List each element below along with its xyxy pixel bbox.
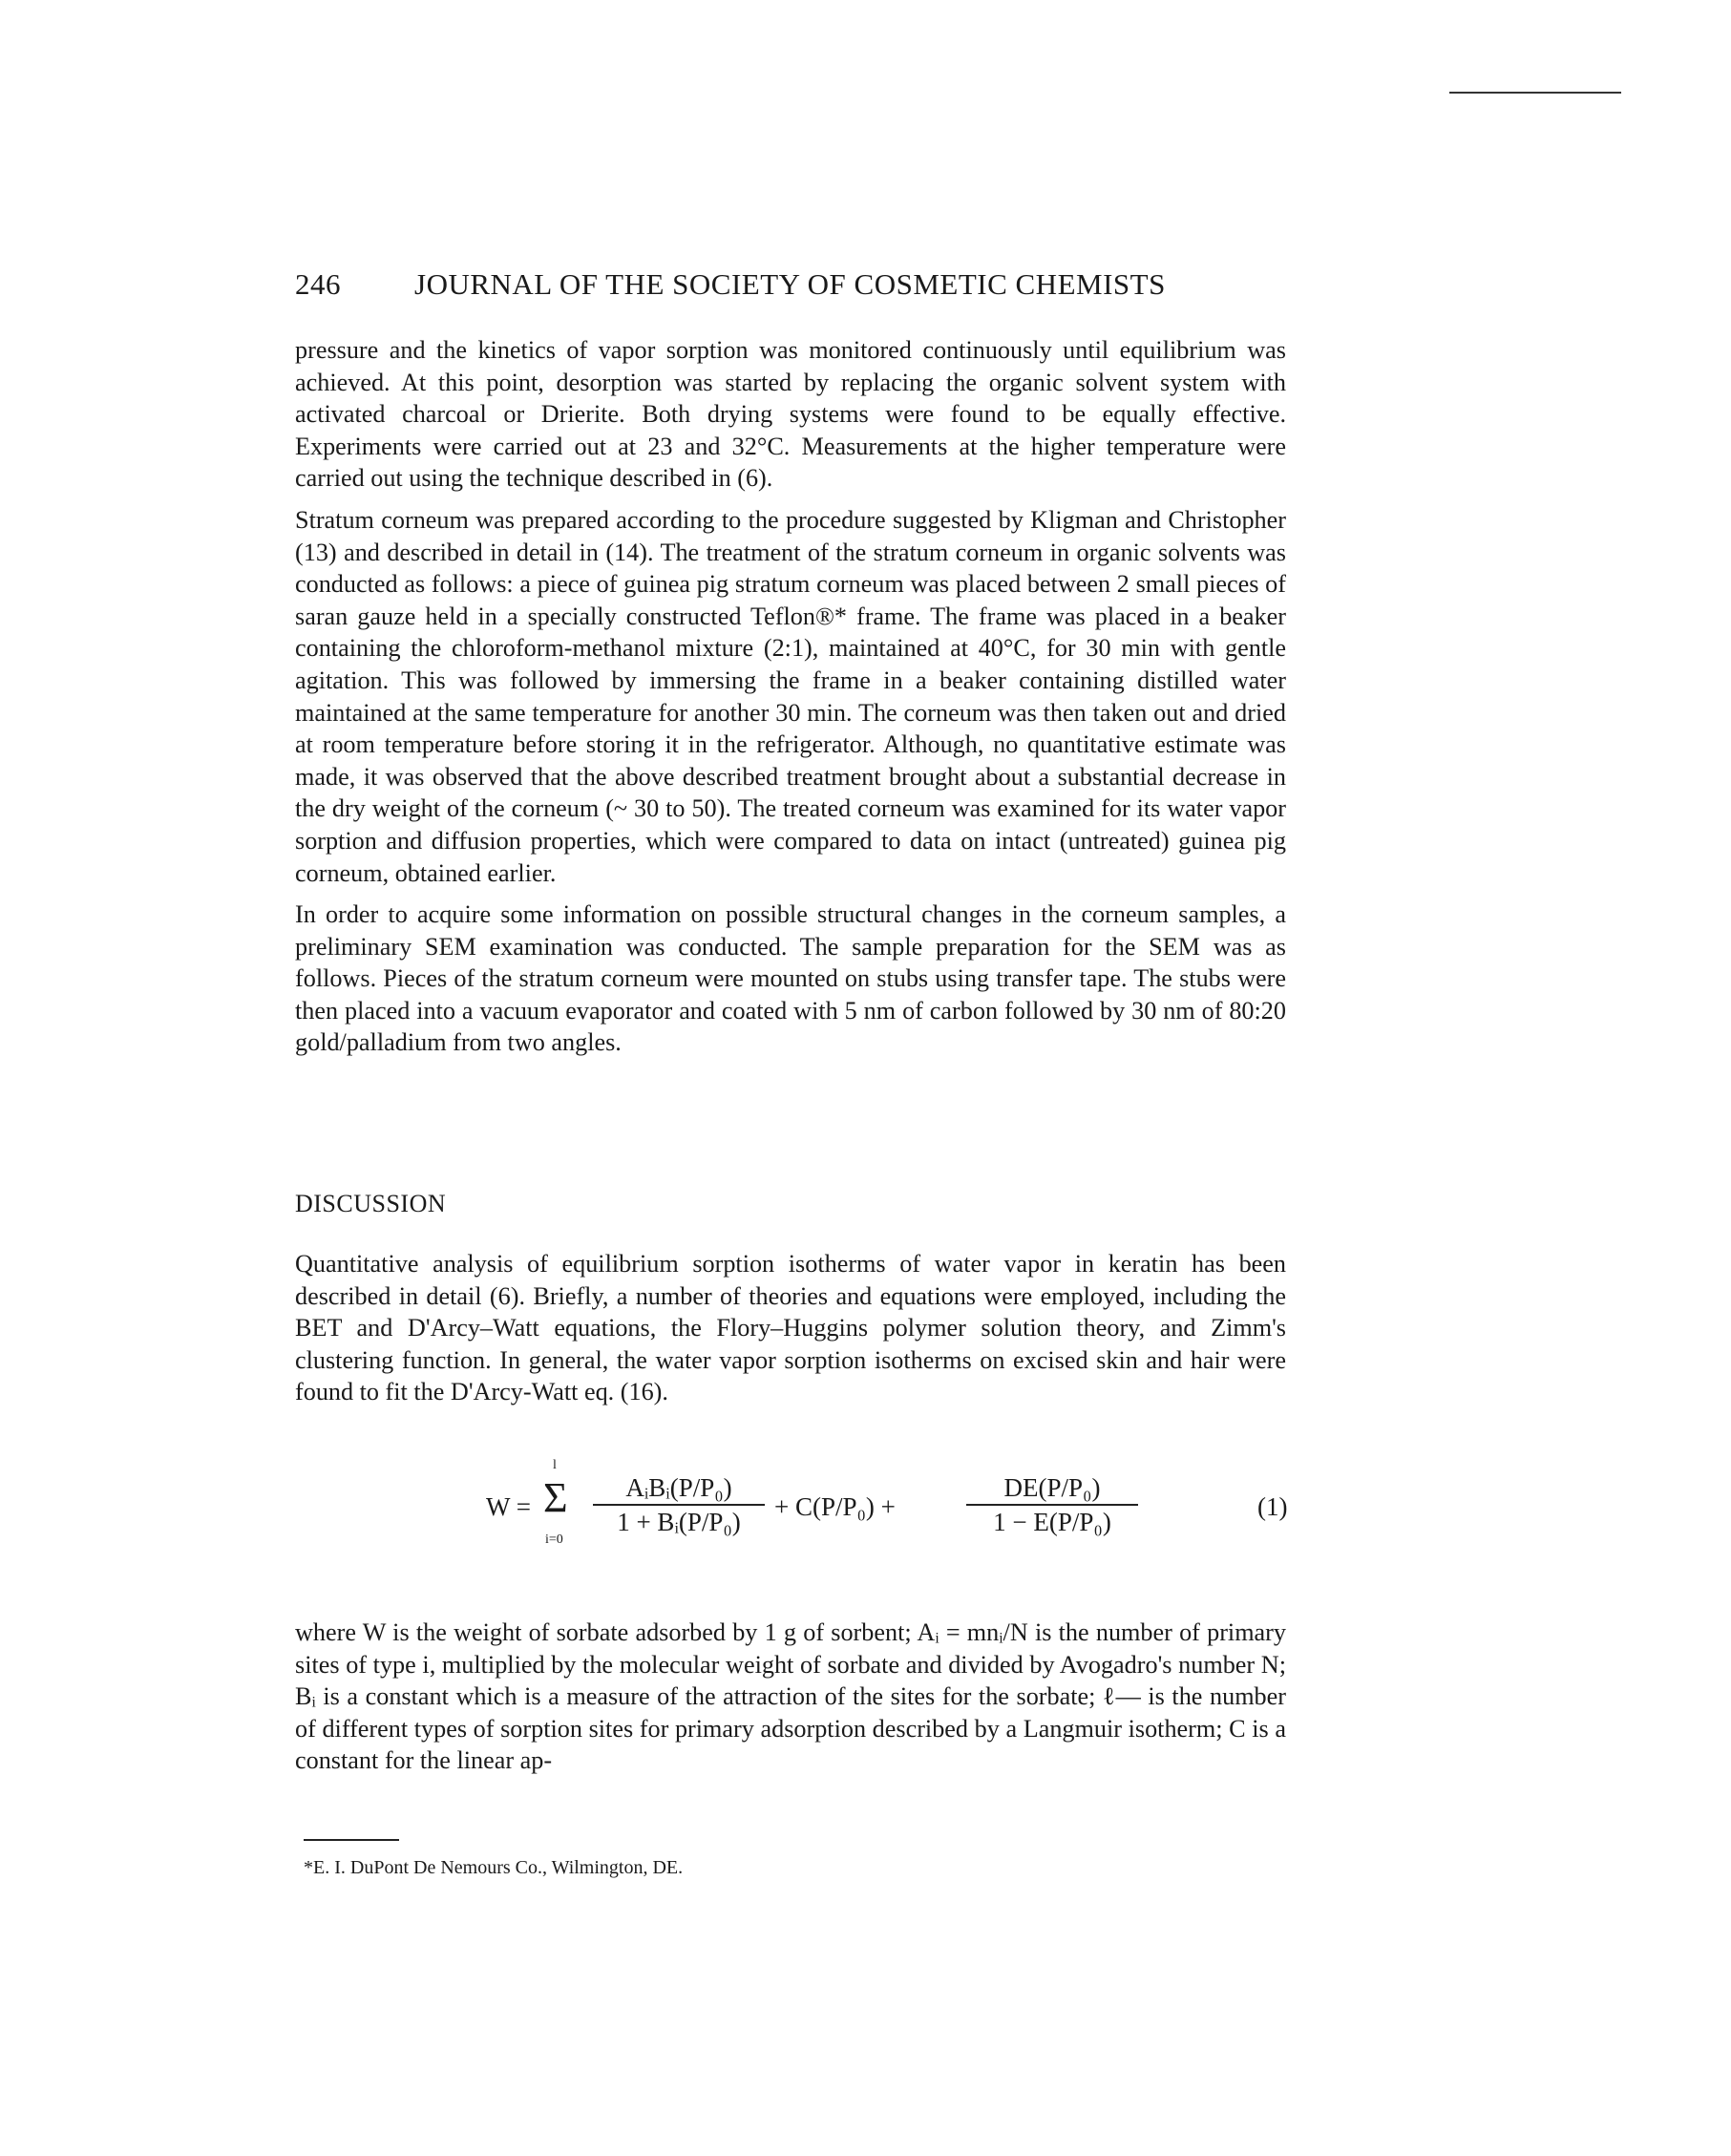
paragraph-discussion: Quantitative analysis of equilibrium sorption isotherms of water vapor in keratin has been described in detail (6). Briefly, a number of theories and equations were employed, including the BET and D'Arcy–Watt equations, the Flory–Huggins polymer solution theory, and Zimm's clustering function. In general, the water vapor sorption isotherms on excised skin and hair were found to fit the D'Arcy-Watt eq. (16). bbox=[295, 1250, 1286, 1406]
variables-text bbox=[295, 1617, 1286, 1786]
summation-symbol: Σ bbox=[543, 1474, 568, 1521]
equation-middle-term: + C(P/P₀) + bbox=[774, 1492, 896, 1521]
fraction-langmuir-denominator: 1 + Bᵢ(P/P₀) bbox=[617, 1508, 741, 1536]
methods-text bbox=[295, 334, 1286, 1068]
paragraph-variables: where W is the weight of sorbate adsorbed by 1 g of sorbent; Aᵢ = mnᵢ/N is the number of primary sites of type i, multiplied by the molecular weight of sorbate and divided by Avogadro's number N; Bᵢ is a constant which is a measure of the attraction of the sites for the sorbate; ℓ— is the number of different types of sorption sites for primary adsorption described by a Langmuir isotherm; C is a constant for the linear ap- bbox=[295, 1618, 1286, 1775]
footnote-rule bbox=[304, 1839, 399, 1841]
equation-number: (1) bbox=[1257, 1492, 1288, 1521]
fraction-multilayer bbox=[966, 1471, 1138, 1538]
page-header bbox=[295, 267, 1166, 302]
equation-darcy-watt bbox=[295, 1456, 1286, 1561]
fraction-langmuir bbox=[593, 1471, 765, 1538]
paragraph-sem: In order to acquire some information on possible structural changes in the corneum samples, a preliminary SEM examination was conducted. The sample preparation for the SEM was as follows. Pieces of the stratum corneum were mounted on stubs using transfer tape. The stubs were then placed into a vacuum evaporator and coated with 5 nm of carbon followed by 30 nm of 80:20 gold/palladium from two angles. bbox=[295, 900, 1286, 1057]
sum-lower-limit: i=0 bbox=[545, 1532, 563, 1547]
equation-lhs: W = bbox=[486, 1492, 531, 1521]
paragraph-stratum-corneum: Stratum corneum was prepared according to the procedure suggested by Kligman and Christopher (13) and described in detail in (14). The treatment of the stratum corneum in organic solvents was conducted as follows: a piece of guinea pig stratum corneum was placed between 2 small pieces of saran gauze held in a specially constructed Teflon®* frame. The frame was placed in a beaker containing the chloroform-methanol mixture (2:1), maintained at 40°C, for 30 min with gentle agitation. This was followed by immersing the frame in a beaker containing distilled water maintained at the same temperature for another 30 min. The corneum was then taken out and dried at room temperature before storing it in the refrigerator. Although, no quantitative estimate was made, it was observed that the above described treatment brought about a substantial decrease in the dry weight of the corneum (~ 30 to 50). The treated corneum was examined for its water vapor sorption and diffusion properties, which were compared to data on intact (untreated) guinea pig corneum, obtained earlier. bbox=[295, 505, 1286, 887]
fraction-multilayer-denominator: 1 − E(P/P₀) bbox=[993, 1508, 1111, 1536]
journal-title: JOURNAL OF THE SOCIETY OF COSMETIC CHEMISTS bbox=[414, 267, 1166, 301]
page-number: 246 bbox=[295, 267, 341, 301]
section-heading-discussion: DISCUSSION bbox=[295, 1190, 447, 1217]
fraction-multilayer-numerator: DE(P/P₀) bbox=[966, 1471, 1138, 1506]
paragraph-vapor-sorption: pressure and the kinetics of vapor sorption was monitored continuously until equilibrium was achieved. At this point, desorption was started by replacing the organic solvent system with activated charcoal or Drierite. Both drying systems were found to be equally effective. Experiments were carried out at 23 and 32°C. Measurements at the higher temperature were carried out using the technique described in (6). bbox=[295, 336, 1286, 493]
discussion-text bbox=[295, 1248, 1286, 1418]
footnote: *E. I. DuPont De Nemours Co., Wilmington, DE. bbox=[304, 1857, 684, 1878]
fraction-langmuir-numerator: AᵢBᵢ(P/P₀) bbox=[593, 1471, 765, 1506]
corner-rule bbox=[1449, 92, 1621, 94]
sum-upper-limit: l bbox=[553, 1458, 557, 1472]
